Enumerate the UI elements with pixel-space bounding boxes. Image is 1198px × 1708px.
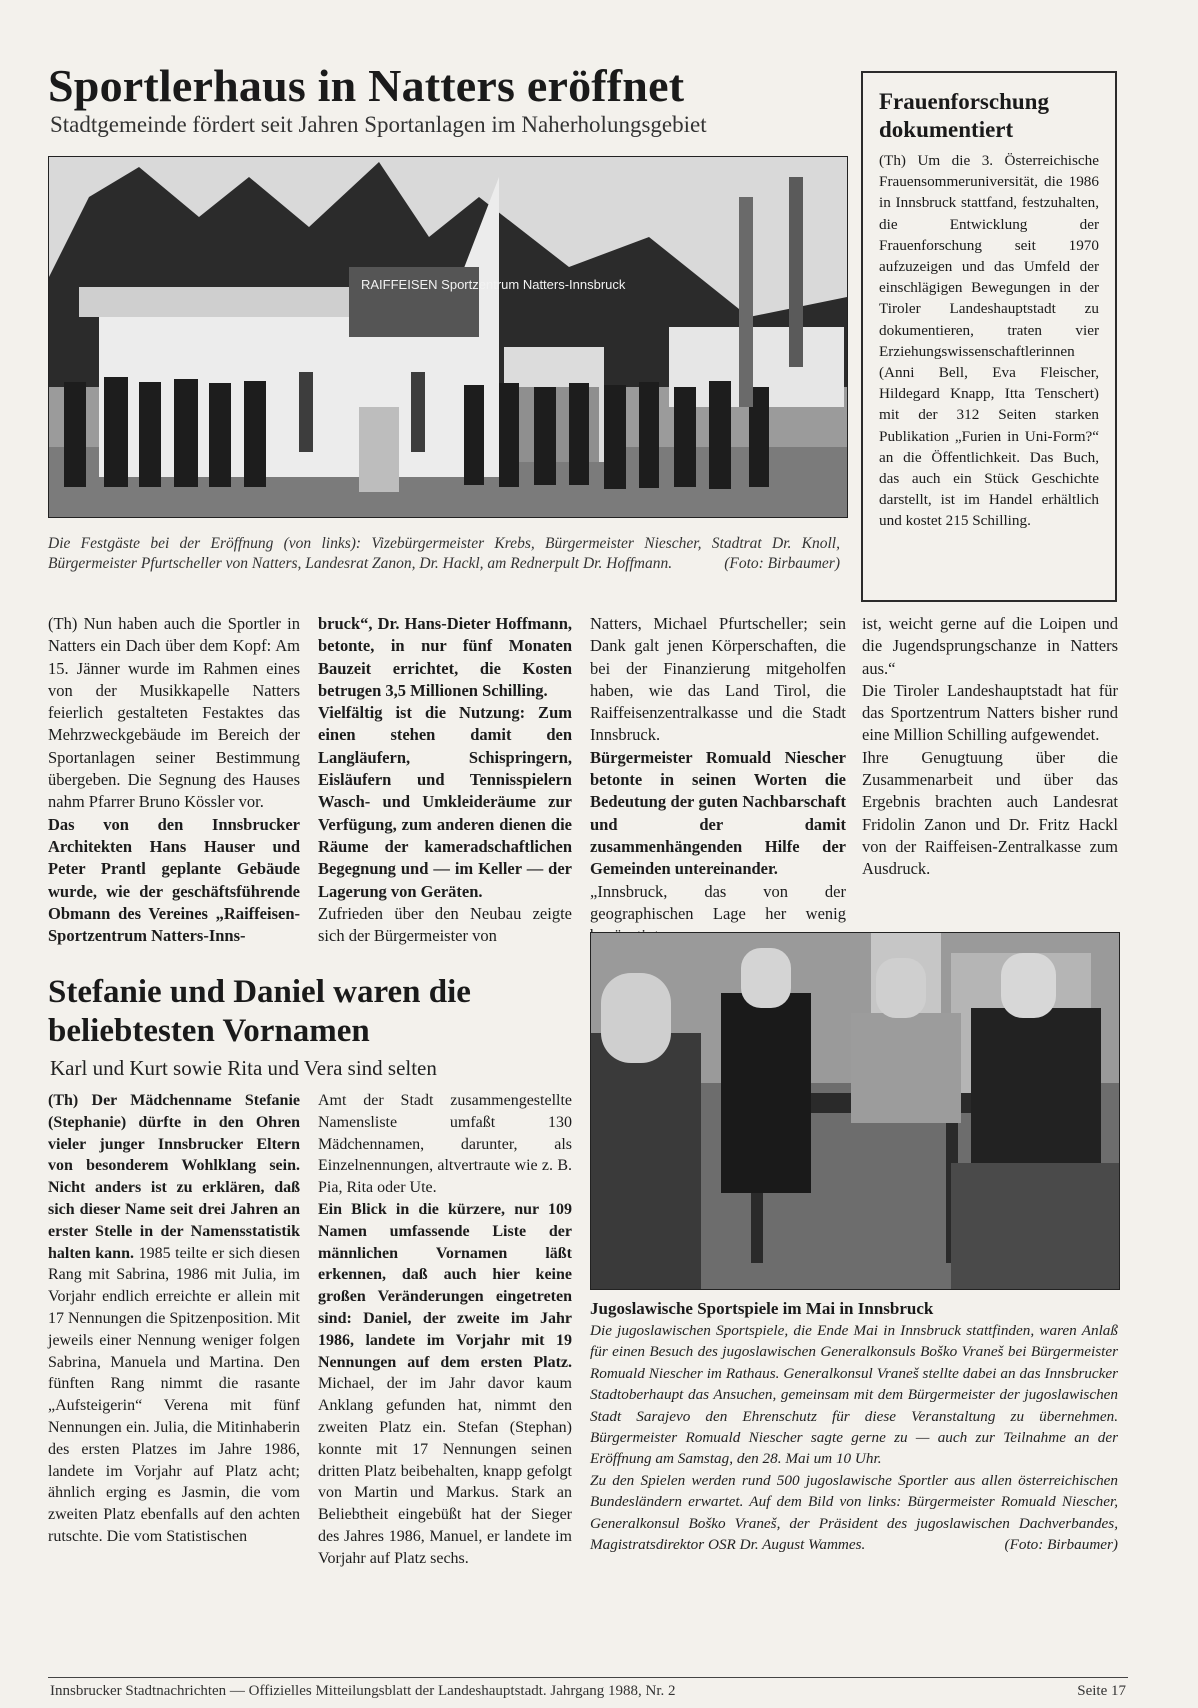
paragraph-bold: (Th) Der Mädchenname Stefanie (Stephanie) dürfte in den Ohren vieler junger Innsbrucker Eltern von besonderem Wohlklang sein. Nicht anders ist zu erklären, daß sich dieser Name seit drei Jahren an erster Stelle in der Namensstatistik halten kann. — [48, 1092, 300, 1262]
caption-text: Die Festgäste bei der Eröffnung (von links): Vizebürgermeister Krebs, Bürgermeister Niescher, Stadtrat Dr. Knoll, Bürgermeister Pfurtscheller von Natters, Landesrat Zanon, Dr. Hackl, am Rednerpult Dr. Hoffmann. — [48, 535, 840, 572]
article2-column-1 — [48, 1090, 300, 1548]
photo-credit: (Foto: Birbaumer) — [724, 555, 840, 572]
page-number: Seite 17 — [1077, 1683, 1126, 1699]
footer-rule — [48, 1677, 1128, 1678]
paragraph: Die Tiroler Landeshauptstadt hat für das Sportzentrum Natters bisher rund eine Million Schilling aufgewendet. — [862, 680, 1118, 745]
paragraph-bold: bruck“, Dr. Hans-Dieter Hoffmann, betonte, in nur fünf Monaten Bauzeit errichtet, die Kosten betrugen 3,5 Millionen Schilling. — [318, 614, 572, 700]
sidebar-box-title: Frauenforschung dokumentiert — [879, 89, 1049, 142]
opening-ceremony-photo — [48, 156, 848, 518]
sidebar-box-text: (Th) Um die 3. Österreichische Frauensommeruniversität, die 1986 in Innsbruck stattfand, festzuhalten, die Entwicklung der Frauenforschung seit 1970 aufzuzeigen und das Umfeld der einschlägigen Bewegungen in der Tiroler Landeshauptstadt zu dokumentieren, traten vier Erziehungswissenschaftlerinnen (Anni Bell, Eva Fleischer, Hildegard Knapp, Itta Tenschert) mit der 312 Seiten starken Publikation „Furien in Uni-Form?“ an die Öffentlichkeit. Das Buch, das auch ein Stück Geschichte darstellt, ist im Handel erhältlich und kostet 215 Schilling. — [879, 152, 1099, 530]
caption-paragraph: Die jugoslawischen Sportspiele, die Ende Mai in Innsbruck stattfinden, waren Anlaß für einen Besuch des jugoslawischen Generalkonsuls Boško Vraneš bei Bürgermeister Romuald Niescher im Rathaus. Generalkonsul Vraneš stellte dabei an das Innsbrucker Stadtoberhaupt das Ansuchen, gemeinsam mit dem Bürgermeister der jugoslawischen Stadt Sarajevo den Ehrenschutz für diese Veranstaltung zu übernehmen. Bürgermeister Romuald Niescher sagte gerne zu — auch zur Teilnahme an der Eröffnung am Samstag, den 28. Mai um 10 Uhr. — [590, 1322, 1118, 1468]
article2-column-2 — [318, 1090, 572, 1570]
footer-text: Innsbrucker Stadtnachrichten — Offizielles Mitteilungsblatt der Landeshauptstadt. Jahrgang 1988, Nr. 2 — [50, 1683, 676, 1699]
paragraph: Amt der Stadt zusammengestellte Namensliste umfaßt 130 Mädchennamen, darunter, als Einzelnennungen, altvertraute wie z. B. Pia, Rita oder Ute. — [318, 1092, 572, 1197]
article2-headline: Stefanie und Daniel waren die beliebtesten Vornamen — [48, 974, 471, 1049]
article1-column-1 — [48, 613, 300, 947]
article1-column-2 — [318, 613, 572, 947]
paragraph: Ihre Genugtuung über die Zusammenarbeit und über das Ergebnis brachten auch Landesrat Fridolin Zanon und Dr. Fritz Hackl von der Raiffeisen-Zentralkasse zum Ausdruck. — [862, 747, 1118, 879]
article3-headline: Jugoslawische Sportspiele im Mai in Innsbruck — [590, 1299, 934, 1318]
paragraph: Michael, der im Jahr davor kaum Anklang gefunden hat, nimmt den zweiten Platz ein. Stefan (Stephan) konnte mit 17 Nennungen seinen dritten Platz beibehalten, knapp gefolgt von Martin und Markus. Stark an Beliebtheit eingebüßt hat der Sieger des Jahres 1986, Manuel, er landete im Vorjahr auf Platz sechs. — [318, 1375, 572, 1567]
article1-column-3 — [590, 613, 846, 947]
article1-column-4 — [862, 613, 1118, 881]
photo-caption — [48, 534, 840, 574]
paragraph: 1985 teilte er sich diesen Rang mit Sabrina, 1986 mit Julia, im Vorjahr endlich erreichte er allein mit 17 Nennungen die Spitzenposition. Mit jeweils einer Nennung weniger folgen Sabrina, Manuela und Martina. Den fünften Rang nimmt die rasante „Aufsteigerin“ Verena mit fünf Nennungen ein. Julia, die Mitinhaberin des ersten Platzes im Jahre 1986, landete im Vorjahr auf Platz acht; ähnlich erging es Jasmin, die vom zweiten Platz ebenfalls auf den achten rutschte. Die vom Statistischen — [48, 1244, 300, 1545]
paragraph-bold: Ein Blick in die kürzere, nur 109 Namen umfassende Liste der männlichen Vornamen läßt erkennen, daß auch hier keine großen Veränderungen eingetreten sind: Daniel, der zweite im Jahr 1986, landete im Vorjahr mit 19 Nennungen auf dem ersten Platz. — [318, 1200, 572, 1371]
paragraph: Natters, Michael Pfurtscheller; sein Dank galt jenen Körperschaften, die bei der Finanzierung mitgeholfen haben, wie das Land Tirol, die Raiffeisenzentralkasse und die Stadt Innsbruck. — [590, 614, 846, 745]
article-headline: Sportlerhaus in Natters eröffnet — [48, 60, 685, 111]
paragraph-bold: Vielfältig ist die Nutzung: Zum einen stehen damit den Langläufern, Schispringern, Eisläufern und Tennisspielern Wasch- und Umkleideräume zur Verfügung, zum anderen dienen die Räume der kameradschaftlichen Begegnung und — im Keller — der Lagerung von Geräten. — [318, 703, 572, 901]
paragraph-bold: Bürgermeister Romuald Niescher betonte in seinen Worten die Bedeutung der guten Nachbarschaft und der damit zusammenhängenden Hilfe der Gemeinden untereinander. — [590, 747, 846, 879]
consul-visit-photo — [590, 932, 1120, 1290]
paragraph: „Innsbruck, das von der geographischen Lage her wenig — [590, 881, 846, 923]
article-subtitle: Stadtgemeinde fördert seit Jahren Sportanlagen im Naherholungsgebiet — [50, 112, 707, 137]
paragraph: ist, weicht gerne auf die Loipen und die Jugendsprungschanze in Natters aus.“ — [862, 614, 1118, 678]
paragraph: (Th) Nun haben auch die Sportler in Natters ein Dach über dem Kopf: Am 15. Jänner wurde im Rahmen eines von der Musikkapelle Natters feierlich gestalteten Festaktes das Mehrzweckgebäude im Bereich der Sportanlagen seiner Bestimmung übergeben. Die Segnung des Hauses nahm Pfarrer Bruno Kössler vor. — [48, 614, 300, 812]
article2-subtitle: Karl und Kurt sowie Rita und Vera sind selten — [50, 1056, 437, 1080]
photo-sign-text: RAIFFEISEN Sportzentrum Natters-Innsbruck — [361, 277, 626, 292]
photo-credit: (Foto: Birbaumer) — [1004, 1536, 1118, 1554]
sidebar-box — [861, 71, 1117, 602]
paragraph: Zufrieden über den Neubau zeigte sich der Bürgermeister von — [318, 903, 572, 946]
caption-paragraph: Zu den Spielen werden rund 500 jugoslawische Sportler aus allen österreichischen Bundesländern erwartet. Auf dem Bild von links: Bürgermeister Romuald Niescher, Generalkonsul Boško Vraneš, der Präsident des jugoslawischen Dachverbandes, Magistratsdirektor OSR Dr. August Wammes. — [590, 1471, 1118, 1554]
paragraph-bold: Das von den Innsbrucker Architekten Hans Hauser und Peter Prantl geplante Gebäude wurde, wie der geschäftsführende Obmann des Vereines „Raiffeisen-Sportzentrum Natters-Inns- — [48, 814, 300, 946]
article3-caption — [590, 1320, 1118, 1555]
